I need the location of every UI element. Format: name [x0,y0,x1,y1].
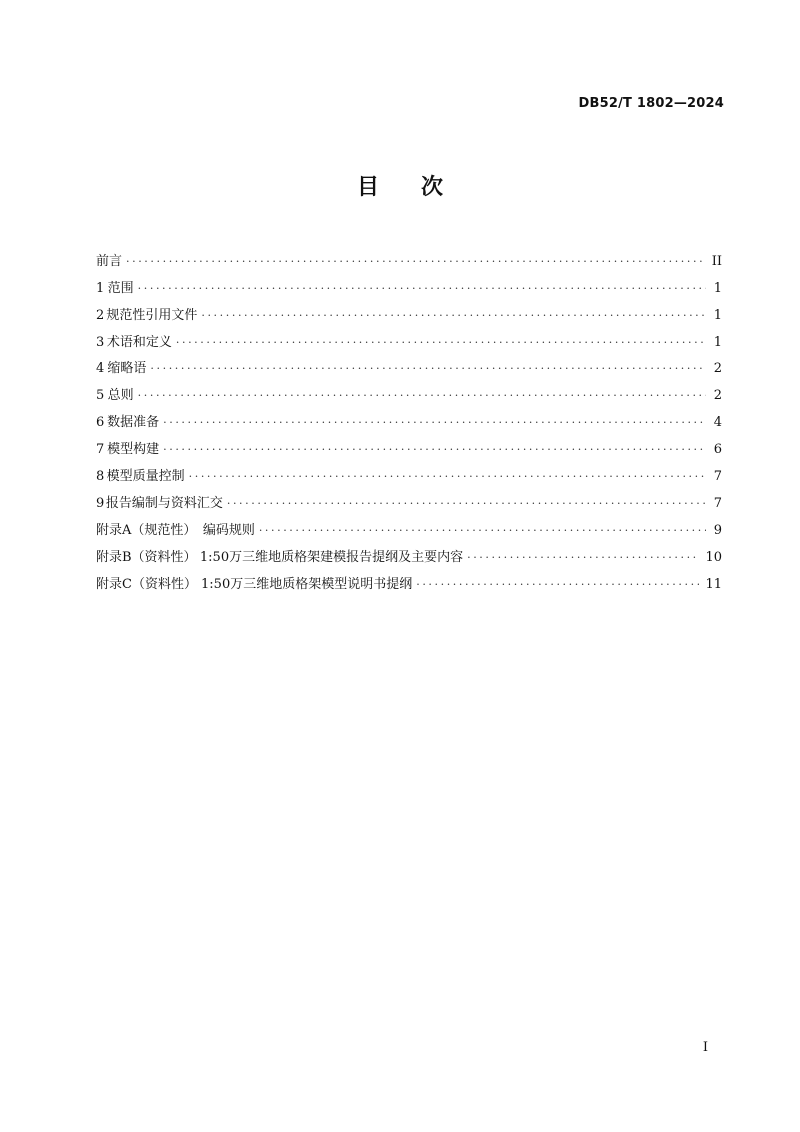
toc-entry-page: II [711,253,722,269]
toc-entry-6[interactable] [96,403,722,430]
toc-entry-title: 模型构建 [107,442,160,458]
toc-entry-number: 2 [96,307,105,323]
document-code: DB52/T 1802—2024 [578,96,724,111]
toc-entry-page: 2 [713,388,722,404]
toc-entry-appendix-c[interactable] [96,565,722,592]
toc-entry-page: 1 [713,334,722,350]
toc-entry-subtitle: 编码规则 [202,522,255,538]
toc-entry-title: 术语和定义 [106,334,172,350]
toc-entry-page: 2 [713,361,722,377]
toc-entry-page: 4 [713,415,722,431]
toc-entry-title: 前言 [96,253,123,269]
toc-entry-title: 数据准备 [107,415,160,431]
toc-entry-number: 8 [96,469,105,485]
toc-entry-number: 1 [96,280,105,296]
toc-entry-page: 9 [713,522,722,538]
toc-entry-number: 3 [96,334,105,350]
toc-entry-title: 附录B（资料性） [96,549,197,565]
toc-entry-4[interactable] [96,350,722,377]
toc-entry-number: 6 [96,415,105,431]
toc-entry-number: 5 [96,388,105,404]
toc-entry-page: 10 [705,549,722,565]
toc-entry-page: 11 [705,576,722,592]
toc-entry-1[interactable] [96,269,722,296]
toc-leader-dots [227,494,706,508]
page-number: I [702,1040,708,1055]
toc-entry-subtitle: 1:50万三维地质格架建模报告提纲及主要内容 [199,549,464,565]
toc-entry-7[interactable] [96,430,722,457]
toc-leader-dots [467,548,699,562]
toc-entry-title: 总则 [107,388,134,404]
toc-entry-number: 7 [96,442,105,458]
toc-entry-appendix-b[interactable] [96,538,722,565]
toc-entry-title: 缩略语 [107,361,147,377]
title-char-2: 次 [421,175,444,200]
toc-leader-dots [138,279,706,293]
toc-entry-page: 7 [713,469,722,485]
toc-leader-dots [138,386,706,400]
toc-entry-title: 范围 [107,280,134,296]
toc-entry-title: 规范性引用文件 [106,307,198,323]
toc-entry-2[interactable] [96,296,722,323]
toc-leader-dots [163,413,706,427]
toc-entry-title: 模型质量控制 [106,469,185,485]
toc-entry-9[interactable] [96,484,722,511]
toc-leader-dots [416,575,699,589]
toc-entry-title: 附录C（资料性） [96,576,197,592]
toc-entry-page: 6 [713,442,722,458]
toc-entry-title: 附录A（规范性） [96,522,197,538]
toc-entry-number: 9 [96,495,105,511]
toc-entry-number: 4 [96,361,105,377]
toc-entry-subtitle: 1:50万三维地质格架模型说明书提纲 [201,576,413,592]
toc-leader-dots [189,467,706,481]
page-title [0,170,800,201]
toc-entry-appendix-a[interactable] [96,511,722,538]
toc-leader-dots [150,359,706,373]
toc-entry-5[interactable] [96,376,722,403]
toc-entry-page: 1 [713,280,722,296]
toc-entry-title: 报告编制与资料汇交 [105,495,223,511]
toc-entry-8[interactable] [96,457,722,484]
toc-entry-3[interactable] [96,323,722,350]
toc-leader-dots [126,252,706,266]
title-char-1: 目 [356,175,379,200]
toc-entry-page: 7 [713,495,722,511]
toc-leader-dots [259,521,706,535]
toc-leader-dots [176,333,706,347]
toc-leader-dots [201,306,706,320]
toc-entry-foreword[interactable] [96,242,722,269]
toc-entry-page: 1 [713,307,722,323]
toc-leader-dots [163,440,706,454]
table-of-contents [96,242,722,592]
